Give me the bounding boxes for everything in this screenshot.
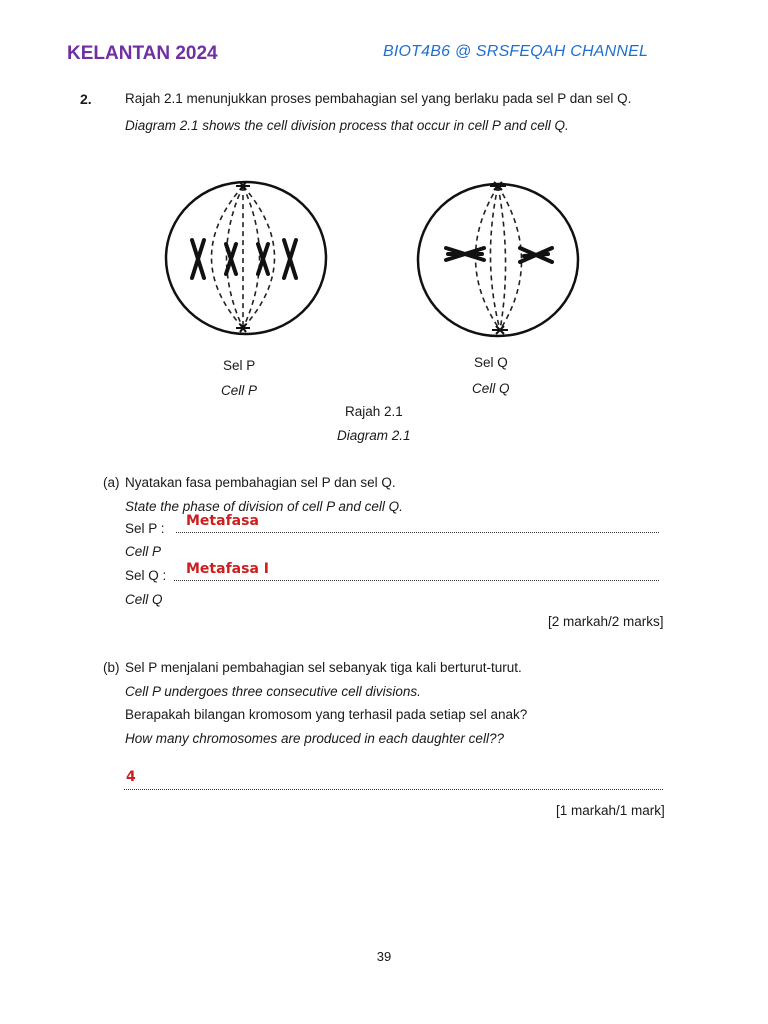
page-number: 39	[376, 949, 392, 964]
part-b-question1-en: Cell P undergoes three consecutive cell divisions.	[125, 684, 421, 699]
part-a-question-en: State the phase of division of cell P and cell Q.	[125, 499, 403, 514]
answer-line-p	[176, 532, 659, 533]
answer-p: Metafasa	[186, 513, 259, 529]
part-b-marks: [1 markah/1 mark]	[556, 803, 665, 818]
answer-line-b	[124, 789, 663, 790]
cell-q-label-ms: Sel Q	[474, 355, 508, 370]
question-intro-ms: Rajah 2.1 menunjukkan proses pembahagian sel yang berlaku pada sel P dan sel Q.	[125, 91, 632, 106]
sel-p-label: Sel P :	[125, 521, 165, 536]
question-number: 2.	[80, 91, 92, 107]
sel-q-label: Sel Q :	[125, 568, 167, 583]
answer-line-q	[174, 580, 659, 581]
part-b-question2-en: How many chromosomes are produced in each daughter cell??	[125, 731, 504, 746]
cell-q-label-en: Cell Q	[472, 381, 510, 396]
part-b-label: (b)	[103, 660, 120, 675]
cell-q-diagram	[412, 178, 584, 340]
part-a-marks: [2 markah/2 marks]	[548, 614, 664, 629]
cell-p-label: Cell P	[125, 544, 162, 559]
answer-q: Metafasa I	[186, 561, 269, 577]
figure-caption-en: Diagram 2.1	[337, 428, 411, 443]
cell-p-label-ms: Sel P	[223, 358, 256, 373]
figure-caption-ms: Rajah 2.1	[345, 404, 403, 419]
answer-b: 4	[126, 769, 136, 785]
part-b-question2-ms: Berapakah bilangan kromosom yang terhasil pada setiap sel anak?	[125, 707, 528, 722]
part-a-question-ms: Nyatakan fasa pembahagian sel P dan sel Q.	[125, 475, 396, 490]
header-title: KELANTAN 2024	[67, 43, 218, 64]
cell-p-label-en: Cell P	[221, 383, 258, 398]
cell-q-label: Cell Q	[125, 592, 163, 607]
part-b-question1-ms: Sel P menjalani pembahagian sel sebanyak tiga kali berturut-turut.	[125, 660, 522, 675]
cell-p-diagram	[160, 178, 332, 338]
question-intro-en: Diagram 2.1 shows the cell division process that occur in cell P and cell Q.	[125, 118, 569, 133]
part-a-label: (a)	[103, 475, 120, 490]
header-channel: BIOT4B6 @ SRSFEQAH CHANNEL	[383, 43, 649, 60]
